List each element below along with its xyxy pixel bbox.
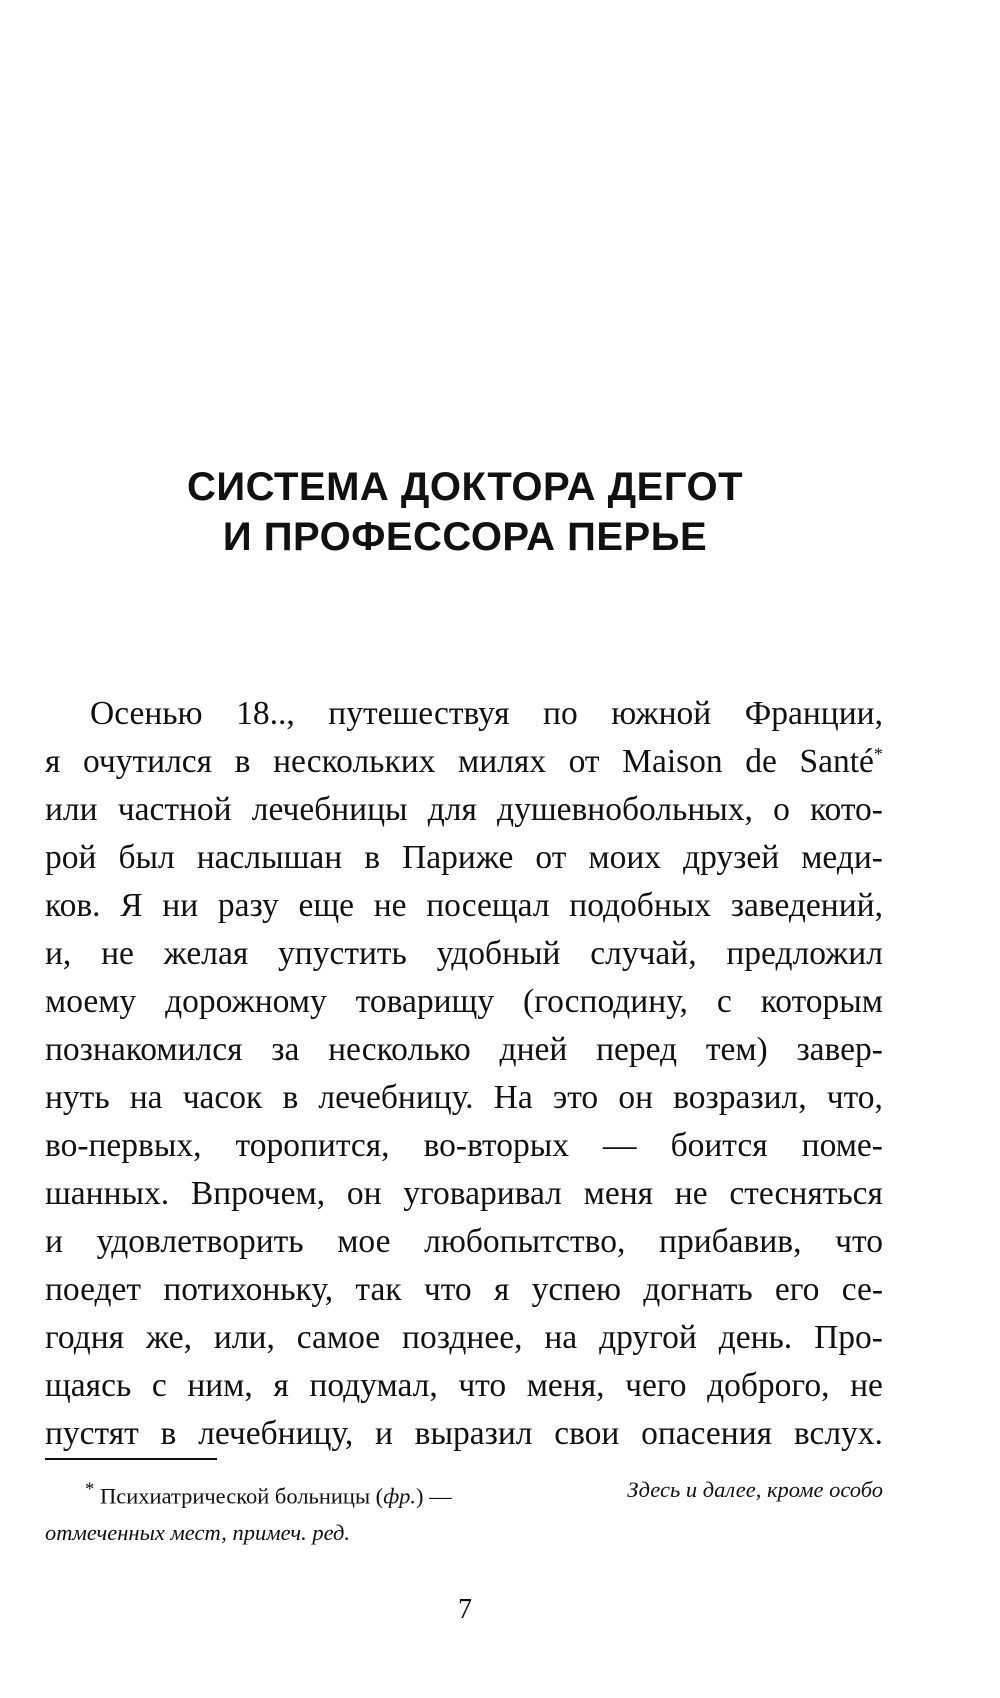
body-word: с (151, 1367, 167, 1404)
body-line (45, 882, 883, 930)
body-word: чего (625, 1367, 687, 1404)
body-line-words (45, 1362, 883, 1410)
body-word: моих (588, 839, 662, 876)
body-line-words (45, 1218, 883, 1266)
body-word: от (535, 839, 567, 876)
body-word: нуть (45, 1079, 110, 1116)
body-word: на (544, 1319, 578, 1356)
body-word: нескольких (273, 743, 436, 780)
body-word: лечебницы (251, 791, 408, 828)
body-word: лечебницу. (318, 1079, 474, 1116)
body-word: по (543, 695, 578, 732)
body-word: не (674, 1175, 708, 1212)
chapter-title-line-2: И ПРОФЕССОРА ПЕРЬЕ (222, 515, 708, 559)
body-line-words (45, 1410, 883, 1458)
body-word: поме- (801, 1127, 883, 1164)
body-word: очутился (83, 743, 213, 780)
body-word: что, (826, 1079, 883, 1116)
body-word: меня (583, 1175, 654, 1212)
body-line-words (90, 690, 883, 738)
chapter-title (0, 462, 930, 562)
body-word: (господину, (523, 983, 688, 1020)
body-word: шанных. (45, 1175, 170, 1212)
body-word: в (364, 839, 381, 876)
body-word: душевнобольных, (497, 791, 753, 828)
footnote-marker: * (85, 1479, 95, 1500)
body-word: я (273, 1367, 289, 1404)
body-line (45, 834, 883, 882)
body-word: наслышан (196, 839, 343, 876)
body-word: перед (596, 1031, 678, 1068)
body-word: другой (599, 1319, 697, 1356)
body-word: или, (213, 1319, 275, 1356)
body-word: ни (162, 887, 199, 924)
body-line (45, 1266, 883, 1314)
body-word: не (850, 1367, 883, 1404)
body-line (45, 978, 883, 1026)
body-word: позднее, (402, 1319, 523, 1356)
body-word: Впрочем, (190, 1175, 326, 1212)
body-word: выразил (414, 1415, 533, 1452)
body-word: еще (298, 887, 355, 924)
body-line (45, 786, 883, 834)
body-word: рой (45, 839, 97, 876)
body-word: стесняться (729, 1175, 883, 1212)
body-word: друзей (683, 839, 780, 876)
body-text (45, 690, 883, 1458)
body-word: желая (163, 935, 249, 972)
body-word: путешествуя (328, 695, 510, 732)
body-word: подобных (569, 887, 712, 924)
body-word: познакомился (45, 1031, 243, 1068)
footnote-line-1 (45, 1472, 883, 1515)
body-word: во-первых, (45, 1127, 202, 1164)
body-line-words (45, 1170, 883, 1218)
body-line-words (45, 1122, 883, 1170)
body-word: на (129, 1079, 163, 1116)
body-word: Santé* (799, 743, 883, 780)
body-word: частной (117, 791, 232, 828)
body-word: упустить (278, 935, 407, 972)
body-word: мое (337, 1223, 391, 1260)
body-word: за (271, 1031, 300, 1068)
body-word: это (552, 1079, 599, 1116)
body-word: в (234, 743, 251, 780)
body-word: так (355, 1271, 402, 1308)
body-word: его (774, 1271, 820, 1308)
body-word: успею (531, 1271, 622, 1308)
body-word: Про- (814, 1319, 883, 1356)
body-word: самое (296, 1319, 381, 1356)
body-word: для (427, 791, 477, 828)
body-word: боится (670, 1127, 768, 1164)
footnote-rule (45, 1458, 217, 1460)
body-word: удобный (436, 935, 561, 972)
body-word: что (835, 1223, 883, 1260)
body-word: меди- (801, 839, 883, 876)
body-word: de (745, 743, 777, 780)
footnote-abbr: фр. (383, 1483, 417, 1509)
body-word: 18.., (236, 695, 295, 732)
body-word: день. (718, 1319, 793, 1356)
body-word: уговаривал (403, 1175, 562, 1212)
footnote-editor-note-cont: отмеченных мест, примеч. ред. (45, 1519, 351, 1545)
body-word: во-вторых (423, 1127, 570, 1164)
body-word: ним, (187, 1367, 253, 1404)
body-word: моему (45, 983, 137, 1020)
footnote-ref-marker: * (873, 743, 883, 764)
body-word: и (45, 1223, 63, 1260)
body-word: прибавив, (659, 1223, 802, 1260)
footnote-editor-note: Здесь и далее, кроме особо (627, 1477, 883, 1502)
body-word: дней (499, 1031, 568, 1068)
body-word: я (45, 743, 61, 780)
body-word: он (346, 1175, 382, 1212)
body-word: я (493, 1271, 510, 1308)
body-word: с (716, 983, 732, 1020)
body-line (45, 1026, 883, 1074)
body-word: любопытство, (424, 1223, 626, 1260)
body-word: се- (841, 1271, 883, 1308)
body-word: пустят (45, 1415, 139, 1452)
body-line (45, 1314, 883, 1362)
body-word: годня (45, 1319, 125, 1356)
body-word: свои (554, 1415, 620, 1452)
footnote (45, 1472, 883, 1551)
body-line-words (45, 738, 883, 786)
body-word: не (101, 935, 134, 972)
body-line (45, 1170, 883, 1218)
body-word: ков. (45, 887, 101, 924)
body-word: Осенью (90, 695, 203, 732)
body-word: Я (120, 887, 143, 924)
footnote-close: ) — (416, 1483, 452, 1509)
body-word: лечебницу, (198, 1415, 354, 1452)
body-word: догнать (643, 1271, 753, 1308)
body-line (45, 1218, 883, 1266)
body-word: — (603, 1127, 637, 1164)
body-word: Париже (402, 839, 514, 876)
page-number: 7 (458, 1594, 472, 1625)
body-line (45, 930, 883, 978)
body-word: меня, (526, 1367, 605, 1404)
body-word: он (618, 1079, 653, 1116)
body-line-words (45, 834, 883, 882)
body-word: товарищу (355, 983, 495, 1020)
body-word: что (458, 1367, 507, 1404)
body-line-words (45, 930, 883, 978)
body-line-words (45, 1074, 883, 1122)
body-word: торопится, (235, 1127, 390, 1164)
body-word: потихоньку, (163, 1271, 334, 1308)
body-word: был (118, 839, 175, 876)
chapter-title-line-1: СИСТЕМА ДОКТОРА ДЕГОТ (186, 465, 744, 509)
body-word: и, (45, 935, 72, 972)
body-line-words (45, 786, 883, 834)
body-word: от (568, 743, 600, 780)
body-word: которым (760, 983, 883, 1020)
body-line-words (45, 978, 883, 1026)
body-line (45, 1074, 883, 1122)
footnote-line-1-left (85, 1472, 452, 1515)
body-word: вслух. (793, 1415, 883, 1452)
body-word: или (45, 791, 98, 828)
body-word: посещал (426, 887, 550, 924)
body-word: несколько (328, 1031, 471, 1068)
body-word: разу (217, 887, 279, 924)
body-word: На (493, 1079, 533, 1116)
body-line-words (45, 1314, 883, 1362)
body-word: случай, (590, 935, 697, 972)
body-word: поедет (45, 1271, 142, 1308)
body-word: и (374, 1415, 393, 1452)
body-line (45, 738, 883, 786)
body-line (45, 1362, 883, 1410)
body-word: что (423, 1271, 472, 1308)
body-word: завер- (796, 1031, 883, 1068)
body-word: подумал, (309, 1367, 438, 1404)
body-word: часок (182, 1079, 263, 1116)
body-word: щаясь (45, 1367, 132, 1404)
body-word: милях (458, 743, 547, 780)
body-word: опасения (641, 1415, 773, 1452)
body-word: возразил, (673, 1079, 807, 1116)
body-word: же, (146, 1319, 192, 1356)
body-word: Франции, (744, 695, 883, 732)
body-word: кото- (809, 791, 883, 828)
body-word: дорожному (165, 983, 327, 1020)
body-word: предложил (726, 935, 883, 972)
footnote-line-2 (45, 1515, 883, 1551)
body-line (45, 1410, 883, 1458)
body-word: в (160, 1415, 177, 1452)
body-word: доброго, (707, 1367, 830, 1404)
body-word: о (773, 791, 790, 828)
body-word: не (373, 887, 407, 924)
body-word: Maison (622, 743, 723, 780)
body-word: южной (611, 695, 712, 732)
body-line-words (45, 1026, 883, 1074)
footnote-text: Психиатрической больницы ( (100, 1483, 384, 1509)
body-word: удовлетворить (96, 1223, 304, 1260)
body-line-words (45, 882, 883, 930)
body-line (45, 690, 883, 738)
body-line (45, 1122, 883, 1170)
body-line-words (45, 1266, 883, 1314)
body-word: тем) (705, 1031, 768, 1068)
body-word: в (282, 1079, 299, 1116)
body-word: заведений, (730, 887, 883, 924)
